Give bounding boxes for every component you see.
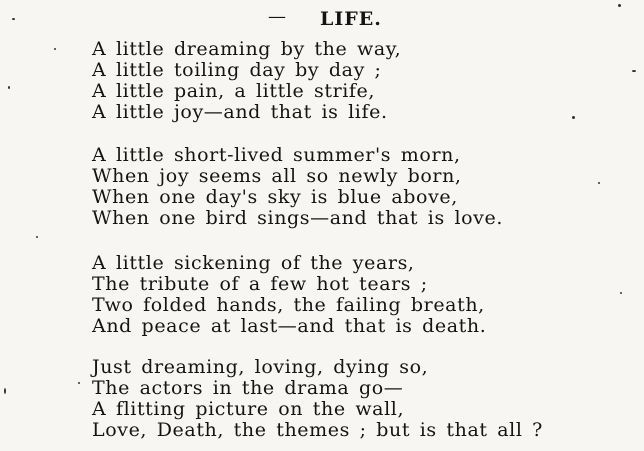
scan-speck — [598, 182, 600, 184]
poem-line: The actors in the drama go— — [92, 377, 404, 399]
poem-line: The tribute of a few hot tears ; — [92, 273, 428, 295]
stanza-1 — [92, 39, 632, 123]
poem-line: A little toiling day by day ; — [92, 59, 382, 81]
poem-line: A little short-lived summer's morn, — [92, 144, 461, 166]
poem-line: A little dreaming by the way, — [92, 38, 402, 60]
poem-line: When joy seems all so newly born, — [92, 165, 462, 187]
poem-line: A little joy—and that is life. — [92, 101, 388, 123]
poem-title: LIFE. — [320, 8, 382, 30]
poem-line: When one bird sings—and that is love. — [92, 207, 503, 229]
stanza-2 — [92, 145, 632, 229]
poem-line: A little sickening of the years, — [92, 252, 415, 274]
scan-speck — [632, 70, 636, 72]
poem-line: Love, Death, the themes ; but is that all ? — [92, 419, 543, 441]
poem-line: A flitting picture on the wall, — [92, 398, 405, 420]
scan-speck — [36, 236, 38, 238]
poem-line: Just dreaming, loving, dying so, — [92, 356, 429, 378]
scan-speck — [78, 382, 80, 384]
title-dash: — — [268, 6, 286, 27]
scan-speck — [618, 4, 621, 7]
poem-line: And peace at last—and that is death. — [92, 315, 487, 337]
poem-line: A little pain, a little strife, — [92, 80, 376, 102]
scan-speck — [54, 48, 56, 50]
scan-speck — [12, 18, 15, 20]
poem-line: Two folded hands, the failing breath, — [92, 294, 485, 316]
scan-speck — [4, 388, 6, 394]
stanza-4 — [92, 357, 632, 441]
stanza-3 — [92, 253, 632, 337]
scan-speck — [572, 116, 575, 119]
scan-speck — [8, 86, 10, 89]
scan-speck — [620, 292, 622, 294]
poem-line: When one day's sky is blue above, — [92, 186, 458, 208]
